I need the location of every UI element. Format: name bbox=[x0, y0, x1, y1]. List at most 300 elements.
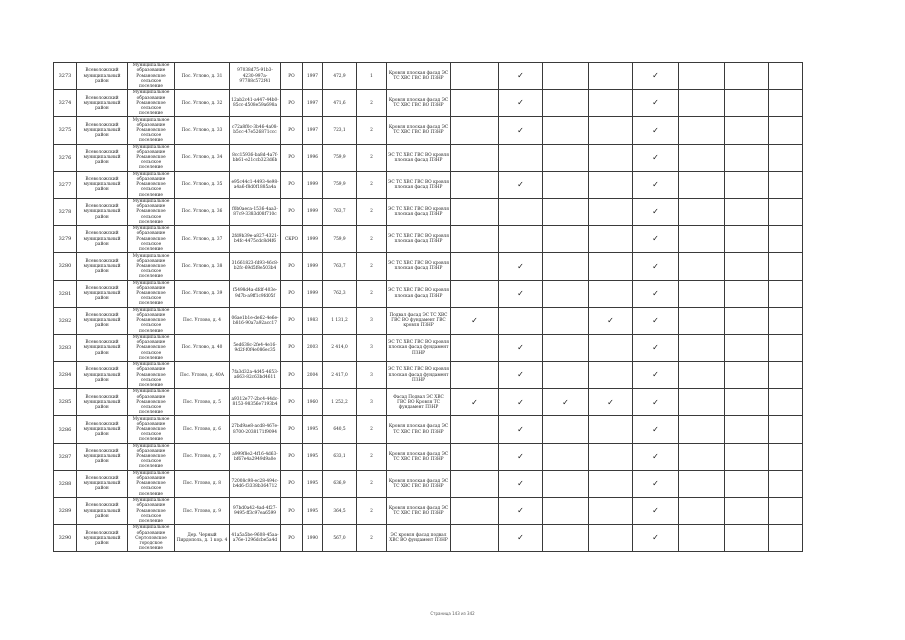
checkmark-icon: ✓ bbox=[517, 451, 524, 461]
settlement-name: Муниципальное образование Романовское сельское поселение bbox=[128, 307, 175, 334]
floors-cell: 3 bbox=[357, 389, 387, 416]
address-cell: Пос. Углово, д. 40А bbox=[175, 362, 230, 389]
district-name: Всеволожский муниципальный район bbox=[77, 334, 128, 361]
checkmark-icon: ✓ bbox=[517, 261, 524, 271]
check-cell bbox=[499, 253, 543, 280]
district-name: Всеволожский муниципальный район bbox=[77, 171, 128, 198]
year-cell: 1999 bbox=[303, 253, 323, 280]
checkmark-icon: ✓ bbox=[652, 207, 659, 217]
row-number: 3276 bbox=[54, 144, 77, 171]
area-cell: 472,9 bbox=[323, 63, 357, 90]
check-cell bbox=[451, 144, 499, 171]
check-cell bbox=[543, 144, 589, 171]
floors-cell: 2 bbox=[357, 90, 387, 117]
check-cell bbox=[499, 117, 543, 144]
check-cell bbox=[499, 63, 543, 90]
check-cell bbox=[543, 416, 589, 443]
check-cell bbox=[633, 389, 679, 416]
checkmark-icon: ✓ bbox=[517, 479, 524, 489]
check-cell bbox=[589, 144, 633, 171]
settlement-name: Муниципальное образование Романовское сельское поселение bbox=[128, 198, 175, 225]
check-cell bbox=[679, 63, 725, 90]
check-cell bbox=[679, 443, 725, 470]
district-name: Всеволожский муниципальный район bbox=[77, 470, 128, 497]
type-cell: РО bbox=[281, 470, 303, 497]
check-cell bbox=[543, 171, 589, 198]
check-cell bbox=[725, 90, 769, 117]
works-cell: ЭС ТС ХВС ГВС ВО кровля плоская фасад фундамент ПЗНР bbox=[387, 334, 451, 361]
check-cell bbox=[543, 280, 589, 307]
works-cell: Кровля плоская фасад ЭС ТС ХВС ГВС ВО ПЗНР bbox=[387, 443, 451, 470]
table-body bbox=[54, 63, 803, 552]
page-footer: Страница 143 из 342 bbox=[430, 611, 475, 616]
area-cell: 1 131,2 bbox=[323, 307, 357, 334]
type-cell: СКРО bbox=[281, 226, 303, 253]
year-cell: 1960 bbox=[303, 389, 323, 416]
address-cell: Пос. Углово, д. 7 bbox=[175, 443, 230, 470]
check-cell bbox=[589, 416, 633, 443]
floors-cell: 2 bbox=[357, 443, 387, 470]
floors-cell: 2 bbox=[357, 144, 387, 171]
checkmark-icon: ✓ bbox=[517, 424, 524, 434]
district-name: Всеволожский муниципальный район bbox=[77, 362, 128, 389]
checkmark-icon: ✓ bbox=[652, 98, 659, 108]
district-name: Всеволожский муниципальный район bbox=[77, 389, 128, 416]
check-cell bbox=[679, 226, 725, 253]
area-cell: 1 252,2 bbox=[323, 389, 357, 416]
type-cell: РО bbox=[281, 498, 303, 525]
check-cell bbox=[543, 443, 589, 470]
check-cell bbox=[451, 198, 499, 225]
settlement-name: Муниципальное образование Романовское сельское поселение bbox=[128, 253, 175, 280]
address-cell: Пос. Углово, д. 32 bbox=[175, 90, 230, 117]
checkmark-icon: ✓ bbox=[517, 343, 524, 353]
check-cell bbox=[725, 362, 769, 389]
settlement-name: Муниципальное образование Романовское сельское поселение bbox=[128, 280, 175, 307]
row-number: 3290 bbox=[54, 525, 77, 552]
works-cell: Кровля плоская фасад ЭС ТС ХВС ГВС ВО ПЗНР bbox=[387, 498, 451, 525]
settlement-name: Муниципальное образование Романовское сельское поселение bbox=[128, 443, 175, 470]
check-cell bbox=[543, 389, 589, 416]
checkmark-icon: ✓ bbox=[652, 506, 659, 516]
row-number: 3285 bbox=[54, 389, 77, 416]
table-row bbox=[54, 389, 803, 416]
table-row bbox=[54, 144, 803, 171]
check-cell bbox=[633, 498, 679, 525]
check-cell bbox=[633, 280, 679, 307]
checkmark-icon: ✓ bbox=[652, 234, 659, 244]
table-row bbox=[54, 63, 803, 90]
check-cell bbox=[633, 470, 679, 497]
area-cell: 759,9 bbox=[323, 171, 357, 198]
type-cell: РО bbox=[281, 117, 303, 144]
check-cell bbox=[769, 90, 803, 117]
guid-cell: 06ae1b1e-de62-4e6e-b816-90a7a92acc17 bbox=[230, 307, 281, 334]
year-cell: 1999 bbox=[303, 280, 323, 307]
check-cell bbox=[633, 226, 679, 253]
checkmark-icon: ✓ bbox=[517, 71, 524, 81]
type-cell: РО bbox=[281, 171, 303, 198]
row-number: 3275 bbox=[54, 117, 77, 144]
check-cell bbox=[679, 117, 725, 144]
check-cell bbox=[589, 307, 633, 334]
address-cell: Пос. Углово, д. 8 bbox=[175, 470, 230, 497]
type-cell: РО bbox=[281, 90, 303, 117]
checkmark-icon: ✓ bbox=[652, 343, 659, 353]
checkmark-icon: ✓ bbox=[652, 397, 659, 407]
works-cell: ЭС ТС ХВС ГВС ВО кровля плоская фасад ПЗНР bbox=[387, 280, 451, 307]
type-cell: РО bbox=[281, 416, 303, 443]
check-cell bbox=[589, 525, 633, 552]
works-cell: ЭС ТС ХВС ГВС ВО кровля плоская фасад фундамент ПЗНР bbox=[387, 362, 451, 389]
check-cell bbox=[451, 117, 499, 144]
check-cell bbox=[451, 389, 499, 416]
check-cell bbox=[769, 470, 803, 497]
check-cell bbox=[725, 334, 769, 361]
floors-cell: 2 bbox=[357, 171, 387, 198]
table-row bbox=[54, 362, 803, 389]
address-cell: Пос. Углово, д. 39 bbox=[175, 280, 230, 307]
type-cell: РО bbox=[281, 144, 303, 171]
check-cell bbox=[499, 144, 543, 171]
check-cell bbox=[725, 280, 769, 307]
row-number: 3280 bbox=[54, 253, 77, 280]
check-cell bbox=[451, 498, 499, 525]
floors-cell: 3 bbox=[357, 362, 387, 389]
row-number: 3279 bbox=[54, 226, 77, 253]
checkmark-icon: ✓ bbox=[517, 370, 524, 380]
check-cell bbox=[679, 280, 725, 307]
year-cell: 1999 bbox=[303, 198, 323, 225]
area-cell: 762,3 bbox=[323, 280, 357, 307]
checkmark-icon: ✓ bbox=[517, 506, 524, 516]
settlement-name: Муниципальное образование Романовское сельское поселение bbox=[128, 498, 175, 525]
checkmark-icon: ✓ bbox=[471, 315, 478, 325]
settlement-name: Муниципальное образование Романовское сельское поселение bbox=[128, 117, 175, 144]
address-cell: Пос. Углово, д. 40 bbox=[175, 334, 230, 361]
district-name: Всеволожский муниципальный район bbox=[77, 198, 128, 225]
type-cell: РО bbox=[281, 334, 303, 361]
check-cell bbox=[725, 226, 769, 253]
guid-cell: 97bd0a42-4ad-4f27-9495-ff3c97ea6599 bbox=[230, 498, 281, 525]
settlement-name: Муниципальное образование Романовское сельское поселение bbox=[128, 171, 175, 198]
check-cell bbox=[679, 307, 725, 334]
area-cell: 471,6 bbox=[323, 90, 357, 117]
check-cell bbox=[589, 226, 633, 253]
year-cell: 1983 bbox=[303, 307, 323, 334]
check-cell bbox=[725, 63, 769, 90]
check-cell bbox=[633, 253, 679, 280]
check-cell bbox=[451, 226, 499, 253]
check-cell bbox=[499, 334, 543, 361]
type-cell: РО bbox=[281, 525, 303, 552]
row-number: 3286 bbox=[54, 416, 77, 443]
address-cell: Пос. Углово, д. 36 bbox=[175, 198, 230, 225]
area-cell: 2 414,0 bbox=[323, 334, 357, 361]
type-cell: РО bbox=[281, 307, 303, 334]
check-cell bbox=[543, 226, 589, 253]
check-cell bbox=[451, 525, 499, 552]
works-cell: ЭС ТС ХВС ГВС ВО кровля плоская фасад ПЗНР bbox=[387, 253, 451, 280]
check-cell bbox=[769, 416, 803, 443]
year-cell: 1995 bbox=[303, 416, 323, 443]
settlement-name: Муниципальное образование Романовское сельское поселение bbox=[128, 334, 175, 361]
check-cell bbox=[633, 525, 679, 552]
check-cell bbox=[679, 253, 725, 280]
row-number: 3289 bbox=[54, 498, 77, 525]
check-cell bbox=[589, 253, 633, 280]
row-number: 3284 bbox=[54, 362, 77, 389]
guid-cell: 41a5a5be-9608-45aa-a76e-1296dcbe5a4d bbox=[230, 525, 281, 552]
check-cell bbox=[679, 498, 725, 525]
guid-cell: e95c44c1-4493-4e98-a4a6-f8d0f1885a4a bbox=[230, 171, 281, 198]
check-cell bbox=[499, 307, 543, 334]
check-cell bbox=[633, 334, 679, 361]
checkmark-icon: ✓ bbox=[652, 370, 659, 380]
checkmark-icon: ✓ bbox=[607, 315, 614, 325]
settlement-name: Муниципальное образование Романовское сельское поселение bbox=[128, 90, 175, 117]
year-cell: 1990 bbox=[303, 525, 323, 552]
check-cell bbox=[679, 362, 725, 389]
checkmark-icon: ✓ bbox=[652, 125, 659, 135]
row-number: 3288 bbox=[54, 470, 77, 497]
guid-cell: 8cc15936-ba8d-4a7f-bb61-e21ccb323d6b bbox=[230, 144, 281, 171]
check-cell bbox=[633, 90, 679, 117]
check-cell bbox=[725, 198, 769, 225]
check-cell bbox=[679, 171, 725, 198]
check-cell bbox=[769, 307, 803, 334]
check-cell bbox=[451, 443, 499, 470]
works-cell: Подвал фасад ЭС ТС ХВС ГВС ВО фундамент ГВС кровля ПЗНР bbox=[387, 307, 451, 334]
address-cell: Пос. Углово, д. 6 bbox=[175, 416, 230, 443]
row-number: 3278 bbox=[54, 198, 77, 225]
check-cell bbox=[589, 362, 633, 389]
year-cell: 1997 bbox=[303, 90, 323, 117]
settlement-name: Муниципальное образование Сертоловское городское поселение bbox=[128, 525, 175, 552]
table-row bbox=[54, 226, 803, 253]
works-cell: ЭС ТС ХВС ГВС ВО кровля плоская фасад ПЗНР bbox=[387, 226, 451, 253]
check-cell bbox=[589, 171, 633, 198]
year-cell: 1995 bbox=[303, 498, 323, 525]
guid-cell: 12ab2c41-a447-44b0-85cc-d508e59a698a bbox=[230, 90, 281, 117]
check-cell bbox=[725, 307, 769, 334]
address-cell: Дер. Черный Пирдополь, д. 1 кор. 4 bbox=[175, 525, 230, 552]
table-row bbox=[54, 525, 803, 552]
check-cell bbox=[543, 253, 589, 280]
checkmark-icon: ✓ bbox=[652, 288, 659, 298]
check-cell bbox=[769, 389, 803, 416]
address-cell: Пос. Углово, д. 5 bbox=[175, 389, 230, 416]
floors-cell: 2 bbox=[357, 498, 387, 525]
check-cell bbox=[451, 90, 499, 117]
checkmark-icon: ✓ bbox=[517, 397, 524, 407]
district-name: Всеволожский муниципальный район bbox=[77, 498, 128, 525]
check-cell bbox=[543, 498, 589, 525]
address-cell: Пос. Углово, д. 37 bbox=[175, 226, 230, 253]
housing-registry-table bbox=[53, 62, 803, 552]
floors-cell: 2 bbox=[357, 470, 387, 497]
checkmark-icon: ✓ bbox=[517, 288, 524, 298]
check-cell bbox=[769, 498, 803, 525]
table-row bbox=[54, 253, 803, 280]
check-cell bbox=[499, 525, 543, 552]
address-cell: Пос. Углово, д. 33 bbox=[175, 117, 230, 144]
check-cell bbox=[725, 253, 769, 280]
area-cell: 759,9 bbox=[323, 144, 357, 171]
check-cell bbox=[589, 117, 633, 144]
works-cell: Кровля плоская фасад ЭС ТС ХВС ГВС ВО ПЗНР bbox=[387, 117, 451, 144]
type-cell: РО bbox=[281, 253, 303, 280]
table-row bbox=[54, 280, 803, 307]
check-cell bbox=[633, 144, 679, 171]
address-cell: Пос. Углово, д. 34 bbox=[175, 144, 230, 171]
district-name: Всеволожский муниципальный район bbox=[77, 307, 128, 334]
year-cell: 2004 bbox=[303, 362, 323, 389]
check-cell bbox=[725, 144, 769, 171]
area-cell: 763,7 bbox=[323, 253, 357, 280]
check-cell bbox=[633, 171, 679, 198]
row-number: 3283 bbox=[54, 334, 77, 361]
check-cell bbox=[451, 171, 499, 198]
check-cell bbox=[589, 90, 633, 117]
check-cell bbox=[725, 470, 769, 497]
checkmark-icon: ✓ bbox=[652, 71, 659, 81]
row-number: 3277 bbox=[54, 171, 77, 198]
checkmark-icon: ✓ bbox=[652, 261, 659, 271]
check-cell bbox=[589, 443, 633, 470]
works-cell: ЭС ТС ХВС ГВС ВО кровля плоская фасад ПЗНР bbox=[387, 171, 451, 198]
check-cell bbox=[725, 443, 769, 470]
check-cell bbox=[725, 171, 769, 198]
guid-cell: 2fd9b39e-a827-4321-b4fc-4475cdc8d4f6 bbox=[230, 226, 281, 253]
check-cell bbox=[451, 470, 499, 497]
settlement-name: Муниципальное образование Романовское сельское поселение bbox=[128, 362, 175, 389]
check-cell bbox=[769, 63, 803, 90]
checkmark-icon: ✓ bbox=[652, 479, 659, 489]
guid-cell: a9312e77-2bc4-44dc-8153-98356e7193b4 bbox=[230, 389, 281, 416]
check-cell bbox=[769, 280, 803, 307]
settlement-name: Муниципальное образование Романовское сельское поселение bbox=[128, 226, 175, 253]
district-name: Всеволожский муниципальный район bbox=[77, 144, 128, 171]
address-cell: Пос. Углово, д. 38 bbox=[175, 253, 230, 280]
check-cell bbox=[451, 307, 499, 334]
check-cell bbox=[769, 226, 803, 253]
check-cell bbox=[725, 389, 769, 416]
check-cell bbox=[679, 198, 725, 225]
check-cell bbox=[499, 470, 543, 497]
year-cell: 1995 bbox=[303, 443, 323, 470]
check-cell bbox=[633, 416, 679, 443]
check-cell bbox=[769, 198, 803, 225]
check-cell bbox=[499, 498, 543, 525]
check-cell bbox=[633, 307, 679, 334]
check-cell bbox=[451, 280, 499, 307]
check-cell bbox=[499, 226, 543, 253]
table-row bbox=[54, 90, 803, 117]
table-row bbox=[54, 470, 803, 497]
check-cell bbox=[725, 416, 769, 443]
district-name: Всеволожский муниципальный район bbox=[77, 416, 128, 443]
checkmark-icon: ✓ bbox=[517, 180, 524, 190]
table-row bbox=[54, 198, 803, 225]
check-cell bbox=[589, 280, 633, 307]
area-cell: 567,0 bbox=[323, 525, 357, 552]
check-cell bbox=[451, 63, 499, 90]
checkmark-icon: ✓ bbox=[517, 533, 524, 543]
area-cell: 759,9 bbox=[323, 226, 357, 253]
check-cell bbox=[633, 63, 679, 90]
check-cell bbox=[543, 117, 589, 144]
floors-cell: 3 bbox=[357, 334, 387, 361]
year-cell: 1999 bbox=[303, 171, 323, 198]
check-cell bbox=[769, 525, 803, 552]
guid-cell: f0b0aeca-1536-4aa3-87c9-3383d08f710c bbox=[230, 198, 281, 225]
works-cell: Кровля плоская фасад ЭС ТС ХВС ГВС ВО ПЗНР bbox=[387, 470, 451, 497]
type-cell: РО bbox=[281, 280, 303, 307]
check-cell bbox=[679, 389, 725, 416]
check-cell bbox=[499, 362, 543, 389]
district-name: Всеволожский муниципальный район bbox=[77, 443, 128, 470]
checkmark-icon: ✓ bbox=[471, 397, 478, 407]
check-cell bbox=[769, 362, 803, 389]
floors-cell: 2 bbox=[357, 117, 387, 144]
check-cell bbox=[451, 334, 499, 361]
check-cell bbox=[589, 198, 633, 225]
check-cell bbox=[769, 171, 803, 198]
guid-cell: a999f8e2-4f16-4d63-bf67e4a2949d9a0e bbox=[230, 443, 281, 470]
checkmark-icon: ✓ bbox=[652, 424, 659, 434]
district-name: Всеволожский муниципальный район bbox=[77, 280, 128, 307]
checkmark-icon: ✓ bbox=[652, 180, 659, 190]
works-cell: Кровля плоская фасад ЭС ТС ХВС ГВС ВО ПЗНР bbox=[387, 416, 451, 443]
check-cell bbox=[633, 362, 679, 389]
works-cell: Фасад Подвал ЭС ХВС ГВС ВО Кровля ТС фундамент ПЗНР bbox=[387, 389, 451, 416]
check-cell bbox=[679, 416, 725, 443]
area-cell: 763,7 bbox=[323, 198, 357, 225]
floors-cell: 1 bbox=[357, 63, 387, 90]
year-cell: 1996 bbox=[303, 144, 323, 171]
check-cell bbox=[451, 416, 499, 443]
checkmark-icon: ✓ bbox=[517, 98, 524, 108]
check-cell bbox=[679, 525, 725, 552]
check-cell bbox=[769, 253, 803, 280]
guid-cell: 31661823-fd93-46c8-b2fc-69d5f8e503b4 bbox=[230, 253, 281, 280]
area-cell: 640,5 bbox=[323, 416, 357, 443]
checkmark-icon: ✓ bbox=[607, 397, 614, 407]
guid-cell: c72a8f0c-3b46-4a08-b5cc-47e526871ccc bbox=[230, 117, 281, 144]
check-cell bbox=[451, 362, 499, 389]
checkmark-icon: ✓ bbox=[562, 397, 569, 407]
check-cell bbox=[589, 498, 633, 525]
check-cell bbox=[589, 63, 633, 90]
guid-cell: 5ed638c-2fe4-4e16-9d2f-f0f4e086ec35 bbox=[230, 334, 281, 361]
area-cell: 2 417,0 bbox=[323, 362, 357, 389]
type-cell: РО bbox=[281, 63, 303, 90]
check-cell bbox=[543, 334, 589, 361]
check-cell bbox=[679, 334, 725, 361]
table-row bbox=[54, 334, 803, 361]
table-row bbox=[54, 416, 803, 443]
check-cell bbox=[589, 334, 633, 361]
check-cell bbox=[769, 443, 803, 470]
guid-cell: 72008c98-ec28-494c-b4d6-f3338b364712 bbox=[230, 470, 281, 497]
row-number: 3282 bbox=[54, 307, 77, 334]
check-cell bbox=[725, 525, 769, 552]
works-cell: ЭС ТС ХВС ГВС ВО кровля плоская фасад ПЗНР bbox=[387, 144, 451, 171]
check-cell bbox=[769, 334, 803, 361]
checkmark-icon: ✓ bbox=[652, 533, 659, 543]
check-cell bbox=[589, 389, 633, 416]
